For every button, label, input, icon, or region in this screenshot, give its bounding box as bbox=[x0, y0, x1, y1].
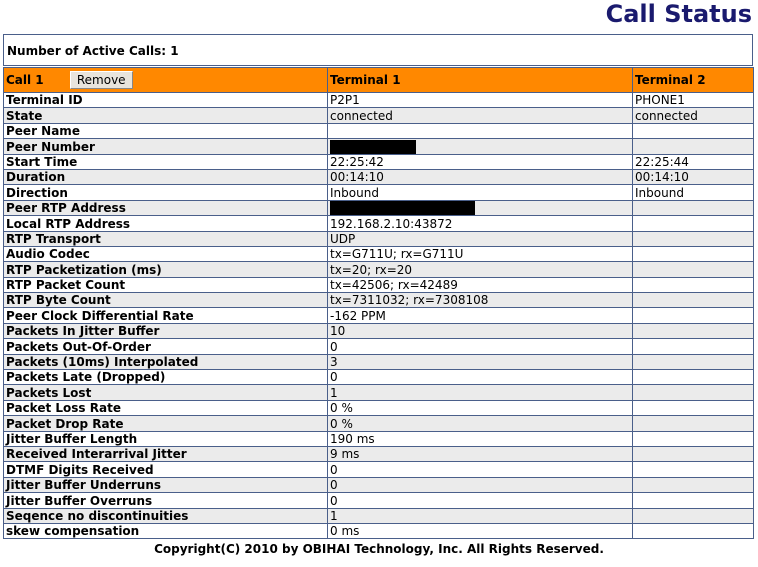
row-label: Jitter Buffer Length bbox=[4, 431, 328, 446]
terminal2-value bbox=[633, 200, 754, 215]
terminal2-value: 22:25:44 bbox=[633, 154, 754, 169]
terminal2-value bbox=[633, 508, 754, 523]
row-label: Packet Loss Rate bbox=[4, 400, 328, 415]
table-row bbox=[4, 262, 754, 277]
terminal1-value: connected bbox=[328, 108, 633, 123]
table-row bbox=[4, 370, 754, 385]
terminal1-value: 0 % bbox=[328, 416, 633, 431]
row-label: Direction bbox=[4, 185, 328, 200]
terminal1-value: 0 bbox=[328, 493, 633, 508]
row-label: Jitter Buffer Overruns bbox=[4, 493, 328, 508]
row-label: skew compensation bbox=[4, 523, 328, 538]
table-row bbox=[4, 293, 754, 308]
terminal2-value bbox=[633, 293, 754, 308]
terminal1-value: 192.168.2.10:43872 bbox=[328, 216, 633, 231]
row-label: RTP Packet Count bbox=[4, 277, 328, 292]
terminal1-value: 3 bbox=[328, 354, 633, 369]
terminal1-value: UDP bbox=[328, 231, 633, 246]
table-row bbox=[4, 216, 754, 231]
terminal1-value: 22:25:42 bbox=[328, 154, 633, 169]
terminal2-value bbox=[633, 123, 754, 138]
table-row bbox=[4, 431, 754, 446]
row-label: Audio Codec bbox=[4, 246, 328, 261]
row-label: Received Interarrival Jitter bbox=[4, 446, 328, 461]
terminal1-value: P2P1 bbox=[328, 93, 633, 108]
terminal2-value bbox=[633, 477, 754, 492]
terminal1-value: -162 PPM bbox=[328, 308, 633, 323]
redacted-value bbox=[330, 201, 475, 215]
row-label: Seqence no discontinuities bbox=[4, 508, 328, 523]
row-label: Packets Late (Dropped) bbox=[4, 370, 328, 385]
terminal1-value: 0 % bbox=[328, 400, 633, 415]
table-row bbox=[4, 200, 754, 215]
terminal2-value: 00:14:10 bbox=[633, 169, 754, 184]
call-label: Call 1 bbox=[6, 73, 44, 87]
terminal1-value: tx=42506; rx=42489 bbox=[328, 277, 633, 292]
terminal2-value bbox=[633, 139, 754, 154]
terminal2-value bbox=[633, 231, 754, 246]
redacted-value bbox=[330, 140, 416, 154]
table-row bbox=[4, 416, 754, 431]
active-calls-box bbox=[3, 34, 753, 66]
terminal2-value bbox=[633, 493, 754, 508]
row-label: Packets (10ms) Interpolated bbox=[4, 354, 328, 369]
table-row bbox=[4, 462, 754, 477]
terminal2-value bbox=[633, 523, 754, 538]
call-header-cell bbox=[4, 68, 328, 93]
row-label: Peer RTP Address bbox=[4, 200, 328, 215]
copyright-footer: Copyright(C) 2010 by OBIHAI Technology, Inc. All Rights Reserved. bbox=[154, 542, 604, 556]
table-row bbox=[4, 308, 754, 323]
row-label: Packets In Jitter Buffer bbox=[4, 323, 328, 338]
terminal1-value: tx=G711U; rx=G711U bbox=[328, 246, 633, 261]
terminal2-header: Terminal 2 bbox=[633, 68, 754, 93]
row-label: Jitter Buffer Underruns bbox=[4, 477, 328, 492]
terminal2-value bbox=[633, 354, 754, 369]
terminal1-value: 10 bbox=[328, 323, 633, 338]
row-label: RTP Byte Count bbox=[4, 293, 328, 308]
terminal1-value: 0 bbox=[328, 477, 633, 492]
call-header-row bbox=[4, 68, 754, 93]
terminal2-value: connected bbox=[633, 108, 754, 123]
terminal2-value: PHONE1 bbox=[633, 93, 754, 108]
table-row bbox=[4, 323, 754, 338]
terminal2-value: Inbound bbox=[633, 185, 754, 200]
terminal2-value bbox=[633, 339, 754, 354]
row-label: Packets Out-Of-Order bbox=[4, 339, 328, 354]
table-row bbox=[4, 154, 754, 169]
row-label: State bbox=[4, 108, 328, 123]
terminal2-value bbox=[633, 446, 754, 461]
table-row bbox=[4, 277, 754, 292]
remove-call-button[interactable]: Remove bbox=[70, 71, 133, 89]
call-status-table bbox=[3, 67, 754, 539]
terminal2-value bbox=[633, 262, 754, 277]
terminal1-value: 0 ms bbox=[328, 523, 633, 538]
row-label: DTMF Digits Received bbox=[4, 462, 328, 477]
terminal1-value: 00:14:10 bbox=[328, 169, 633, 184]
table-row bbox=[4, 523, 754, 538]
terminal1-value: 0 bbox=[328, 462, 633, 477]
row-label: RTP Transport bbox=[4, 231, 328, 246]
terminal2-value bbox=[633, 416, 754, 431]
row-label: Terminal ID bbox=[4, 93, 328, 108]
table-row bbox=[4, 139, 754, 154]
page-title: Call Status bbox=[605, 0, 752, 28]
table-row bbox=[4, 123, 754, 138]
row-label: Peer Number bbox=[4, 139, 328, 154]
terminal2-value bbox=[633, 431, 754, 446]
terminal2-value bbox=[633, 370, 754, 385]
table-row bbox=[4, 231, 754, 246]
table-row bbox=[4, 246, 754, 261]
terminal1-value: 1 bbox=[328, 508, 633, 523]
row-label: Local RTP Address bbox=[4, 216, 328, 231]
terminal2-value bbox=[633, 277, 754, 292]
terminal1-value: 190 ms bbox=[328, 431, 633, 446]
row-label: Duration bbox=[4, 169, 328, 184]
terminal2-value bbox=[633, 400, 754, 415]
table-row bbox=[4, 339, 754, 354]
table-row bbox=[4, 446, 754, 461]
terminal2-value bbox=[633, 216, 754, 231]
table-row bbox=[4, 508, 754, 523]
row-label: RTP Packetization (ms) bbox=[4, 262, 328, 277]
terminal1-value bbox=[328, 139, 633, 154]
table-row bbox=[4, 477, 754, 492]
terminal1-value: tx=20; rx=20 bbox=[328, 262, 633, 277]
row-label: Peer Clock Differential Rate bbox=[4, 308, 328, 323]
row-label: Packet Drop Rate bbox=[4, 416, 328, 431]
row-label: Packets Lost bbox=[4, 385, 328, 400]
terminal1-value: 9 ms bbox=[328, 446, 633, 461]
table-row bbox=[4, 385, 754, 400]
terminal2-value bbox=[633, 385, 754, 400]
active-calls-label: Number of Active Calls: 1 bbox=[7, 44, 179, 58]
row-label: Peer Name bbox=[4, 123, 328, 138]
table-row bbox=[4, 400, 754, 415]
terminal2-value bbox=[633, 462, 754, 477]
terminal1-value: tx=7311032; rx=7308108 bbox=[328, 293, 633, 308]
table-row bbox=[4, 108, 754, 123]
terminal1-value: 1 bbox=[328, 385, 633, 400]
table-row bbox=[4, 169, 754, 184]
terminal1-header: Terminal 1 bbox=[328, 68, 633, 93]
terminal1-value: 0 bbox=[328, 339, 633, 354]
table-row bbox=[4, 93, 754, 108]
terminal2-value bbox=[633, 308, 754, 323]
terminal1-value: 0 bbox=[328, 370, 633, 385]
table-row bbox=[4, 493, 754, 508]
terminal1-value bbox=[328, 200, 633, 215]
table-row bbox=[4, 354, 754, 369]
terminal2-value bbox=[633, 323, 754, 338]
terminal2-value bbox=[633, 246, 754, 261]
table-row bbox=[4, 185, 754, 200]
terminal1-value: Inbound bbox=[328, 185, 633, 200]
terminal1-value bbox=[328, 123, 633, 138]
row-label: Start Time bbox=[4, 154, 328, 169]
